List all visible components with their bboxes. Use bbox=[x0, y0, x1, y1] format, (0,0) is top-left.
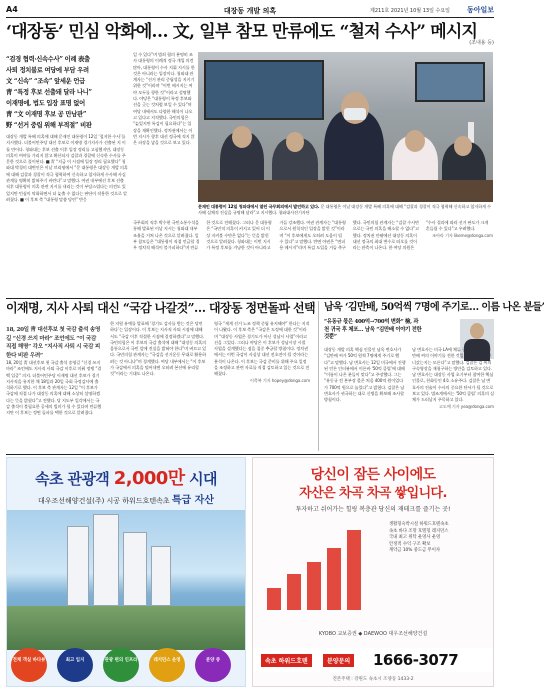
story-text: 남 변호사는 미국 LA에 체류 중이다. 그는 “김만배 씨의 이야기를 전한 것일 뿐 실제 돈이 건너갔는지는 모른다”고 말했다. 검찰은 김 씨의 구속영장을 재청구하는 방안을 검토하고 있다. 남 변호사는 대장동 사업 초기부터 참여한 핵심 인물로, 천화동인 4호 소유주다. 검찰은 남 변호사의 진술이 수사의 중요한 단서가 될 것으로 보고 있다. 법조계에서는 ‘50억 클럽’ 의혹의 실체가 드러날지 주목하고 있다. bbox=[412, 347, 494, 403]
brand-badge: 속초 하워드호텐 bbox=[261, 654, 312, 667]
reporter-credit: 이축복 기자 hopey@donga.com bbox=[249, 377, 310, 383]
ad-title bbox=[7, 464, 245, 490]
subhead-item: 사퇴 정치불로 여당에 부담 우려 bbox=[6, 67, 89, 74]
ad-subtitle-pre: 대우조선해양건설(주) 시공 하워드호텐속초 bbox=[38, 497, 170, 505]
ad-info-item: 국내 최고 위탁 운영사 운영 bbox=[389, 535, 441, 541]
face-mask bbox=[344, 108, 366, 120]
ad-bar bbox=[307, 562, 321, 610]
sponsor-logos: KYOBO 교보증권 ◆ DAEWOO 대우조선해양건설 bbox=[318, 631, 428, 637]
paper-logo: 동아일보 bbox=[466, 6, 494, 14]
story-text: 대장동 개발 의혹 핵심 인물인 남욱 변호사가 “김만배 씨가 50억 원씩 7명에게 주기로 했다”고 말했다. 남 변호사는 12일 미국에서 진행된 언론 인터뷰에서 이른바 ‘50억 클럽’에 대해 “이름이 나온 분들이 맞다”고 주장했다. 그는 “유동규 전 본부장 몫은 처음 400억 원이었다가 700억 원으로 늘었다”고 밝혔다. 검찰은 남 변호사가 귀국하는 대로 신병을 확보해 조사할 방침이다. bbox=[324, 347, 406, 403]
reporter-credit: 고도예 기자 yea@donga.com bbox=[438, 403, 494, 409]
ad-bar bbox=[347, 530, 361, 610]
ad-info-item: 안정적 수익 구조 확보 bbox=[389, 541, 431, 547]
hotel-tower bbox=[67, 526, 89, 606]
story-deck: “유동규 몫은 400억→700억 변화” 檢, 과천 귀국 후 체포… 남욱 “김만배 이야기 전한 것뿐” bbox=[324, 319, 422, 340]
headline-title: ‘대장동’ 민심 악화에… 文, 일부 참모 만류에도 “철저 수사” 메시지 bbox=[6, 22, 478, 42]
subhead-item: “검경 협력·신속수사” 이례 表출 bbox=[6, 56, 90, 63]
ad-title-post: 시대 bbox=[189, 470, 217, 488]
reporter-credit: 조아라 기자 likeme@donga.com bbox=[432, 232, 493, 238]
video-screen bbox=[415, 62, 485, 102]
ad-subtitle bbox=[7, 491, 245, 506]
person-head bbox=[405, 130, 425, 152]
hotel-investment-ad[interactable] bbox=[252, 457, 494, 687]
story-headline: 이재명, 지사 사퇴 대신 “국감 나갈것”… 대장동 정면돌파 선택 bbox=[6, 301, 316, 315]
section-title: 대장동 개발 의혹 bbox=[223, 7, 277, 15]
story-text: 한 지원 유예를 발표해 ‘경기도 감사를 받는 것은 당연하다’는 입장이다. 이 후보는 지사직 사퇴 시점에 대해서도 “국감 이후 적절한 시점에 결정하겠다”고 말했다. 국민의힘은 이 후보의 국감 출석에 대해 “대장동 의혹의 몸통으로서 국민 앞에 진실을 밝혀야 한다”며 벼르고 있다. 국민의힘 관계자는 “국감을 선거운동 무대로 활용하려는 것 아니냐”며 경계했다. 여당 내부에서는 “이 후보가 국감에서 의혹을 털어내면 오히려 본선에 유리할 것”이라는 기대도 나온다. bbox=[110, 321, 206, 377]
feature-bubble: 레지던스 운영 bbox=[149, 648, 185, 682]
column-divider bbox=[318, 301, 319, 451]
section-divider bbox=[6, 298, 494, 299]
story-column bbox=[324, 347, 406, 452]
ad-info-item: 계약금 10% 중도금 무이자 bbox=[389, 548, 441, 554]
main-headline bbox=[6, 21, 494, 51]
portrait-head bbox=[470, 323, 484, 339]
subhead-item: 靑 “특정 후보 선출돼 달라 나니” bbox=[6, 89, 92, 96]
page-number: A4 bbox=[6, 5, 18, 14]
hotel-tower bbox=[93, 514, 119, 606]
issue-date: 제211호 2021년 10월 13일 수요일 bbox=[370, 8, 450, 14]
story-lee-audit bbox=[6, 301, 316, 455]
ad-info-item: 생활형숙박시설 하워드호텐속초 bbox=[389, 522, 449, 527]
ad-bar bbox=[327, 548, 341, 610]
person-head bbox=[454, 136, 472, 156]
feature-bubble: 전체 객실 바다뷰 bbox=[11, 648, 47, 682]
story-headline: 남욱 ‘김만배, 50억씩 7명에 주기로… 이름 나온 분들’ bbox=[324, 302, 544, 313]
ad-info-list bbox=[389, 522, 485, 555]
ad-bar bbox=[267, 588, 281, 610]
story-column bbox=[110, 321, 206, 455]
story-text: 영국 “세계 선거 노조 정책 중립 유지해야” 한다는 지적이 나왔다. 이 후보 측은 “국감은 도정에 대한 것”이라며 “대장동 사업은 경기도가 아닌 성남시 사업”이라고 선을 그었다. 그러나 야당은 이 후보가 성남시장 시절 사업을 설계했다는 점을 집중 추궁할 방침이다. 정치권에서는 이번 국감이 사실상 대선 전초전이 될 것이라는 분석이 나온다. 이 후보는 국감 준비를 위해 주요 일정을 조정하고 관련 자료를 직접 검토하고 있는 것으로 전해졌다. bbox=[214, 321, 310, 377]
subhead-item: 靑 “文 이재명 후보 공 만남관” bbox=[6, 111, 87, 118]
ad-bar bbox=[287, 574, 301, 610]
ad-info-item: 속초 바다 조망 호텔형 레지던스 bbox=[389, 528, 449, 534]
phone-number[interactable]: 1666-3077 bbox=[373, 651, 459, 669]
story-column bbox=[6, 321, 102, 455]
lead-body-text: 대장동 개발 특혜 의혹에 대해 문재인 대통령이 12일 ‘철저한 수사’를 지시했다. 더불어민주당 대선 후보로 이재명 경기지사가 선출된 지 이틀 만이다. 청와대는 후보 선출 이후 입장 정리를 고심했지만, 대장동 의혹이 여야를 가리지 않고 확산되자 검찰과 경찰에 신속한 수사를 주문한 것으로 풀이된다. ■ 靑 “지금 이 시점에 입장 정리 필요했다” 청와대 박경미 대변인은 이날 브리핑에서 “문 대통령은 대장동 개발 의혹에 대해 검찰과 경찰이 적극 협력하여 신속하고 철저하게 수사해 사실관계를 명확히 밝혀주기 바란다”고 말했다. 여권 내부에선 후보 선출 직후 대통령이 의혹 관련 지시를 내리는 것이 부담스럽다는 의견도 있었지만 민심이 악화하면서 더 늦출 수 없다는 판단이 작용한 것으로 알려졌다. ■ 이 후보 측 “대통령 말씀 당연” 반응 bbox=[6, 134, 128, 202]
caption-body: 문 대통령은 이날 대장동 개발 특혜 의혹에 대해 “검찰과 경찰이 적극 협력해 신속하고 철저하게 수사해 실체적 진실을 규명해 달라”고 지시했다. 청와대사진기자단 bbox=[198, 204, 491, 215]
shoreline bbox=[7, 606, 245, 650]
ad-title-line1: 당신이 잠든 사이에도 bbox=[310, 467, 436, 483]
ad-title-pre: 속초 관광객 bbox=[35, 470, 110, 488]
phone-banner[interactable] bbox=[253, 648, 493, 672]
ad-title-number: 2,000만 bbox=[113, 468, 185, 489]
ad-divider bbox=[6, 454, 494, 455]
feature-bubbles bbox=[11, 648, 241, 682]
main-story-body bbox=[133, 220, 493, 295]
masthead bbox=[6, 4, 494, 18]
story-text: 18, 20일 靑 대선후보 첫 국감 출석 송영길 “신경 쓰지 마라” 조언에도 지사직 사퇴 국감 이후로 미뤄 정쟁 “결백 입증” 의지. 더불어민주당 이재명 대선 후보가 경기지사직을 유지한 채 18일과 20일 국회 국정감사에 출석하기로 했다. 이 후보 측 관계자는 12일 “이 후보가 국감에 직접 나가 대장동 의혹에 대해 소상히 설명하겠다는 뜻을 밝혔다”고 전했다. 당 지도부 일각에서는 국감 출석이 불필요한 공세의 빌미가 될 수 있다며 만류했지만 이 후보는 정면 돌파를 택한 것으로 알려졌다. bbox=[6, 360, 102, 416]
person-head bbox=[286, 132, 304, 152]
ad-graphic bbox=[263, 520, 383, 610]
video-screen bbox=[204, 60, 324, 120]
person-head bbox=[232, 126, 252, 148]
hotel-tower bbox=[151, 546, 171, 606]
photo-caption bbox=[198, 204, 493, 218]
ad-tagline: 투자하고 쉬어가는 힐링 복층관 당신의 재테크를 즐기는 곳! bbox=[295, 506, 451, 513]
headline-byline: (조내용 등) bbox=[469, 40, 494, 46]
subhead-item: 文 “신속” “조속” 앞세운 언급 bbox=[6, 78, 85, 85]
hotel-rendering bbox=[7, 510, 245, 650]
feature-bubble: 분양 중 bbox=[195, 648, 231, 682]
lead-column bbox=[6, 52, 128, 295]
ad-subtitle-bold: 특급 자산 bbox=[171, 495, 214, 506]
middle-text-column: 일 수 있다”며 범죄 혐의 분명히 조사 대통령의 이례적 정국 개입 의견 많아, 대통령이 수사 지휘 지시를 한 것은 아니라는 입장이다. 청와대 관계자는 “선거 관리 중립성을 지키기 위한 것”이라며 “이번 메시지는 여야 모두를 향한 것”이라고 설명했다. 야당은 “대통령이 특정 후보와 선을 긋는 것처럼 보일 수 있다”며 여당 내에서도 다양한 해석이 나오고 있다고 지적했다. 국민의힘은 “늦었지만 특검이 필요하다”는 입장을 재확인했다. 정치권에서는 이번 지시가 향후 대선 정국에 적지 않은 파장을 낳을 것으로 보고 있다. bbox=[133, 52, 195, 146]
ad-footer: 견본주택 : 강원도 속초시 조양동 1433-2 bbox=[332, 677, 414, 682]
inquiry-label: 분양문의 bbox=[323, 654, 354, 667]
subhead-item: 이재명에, 법도 입장 표명 없어 bbox=[6, 100, 85, 107]
sokcho-hotel-ad[interactable] bbox=[6, 457, 246, 687]
subhead-list bbox=[6, 54, 128, 131]
ad-title-line2: 자산은 차곡 차곡 쌓입니다. bbox=[299, 486, 447, 501]
feature-bubble: 최고 입지 bbox=[57, 648, 93, 682]
story-columns bbox=[6, 321, 313, 455]
main-story-text: 국무회의 직후 박수현 국민소통수석을 통해 발표된 이날 지시는 청와대 내부 조율을 거쳐 나온 것으로 알려졌다. 일부 참모들은 “대통령이 직접 언급할 경우 정치적 해석이 불가피하다”며 만류한 것으로 전해졌다. 그러나 문 대통령은 “국민적 의혹이 커지고 있어 더 이상 지켜볼 수만은 없다”는 뜻을 밝힌 것으로 알려졌다. 청와대는 이번 지시가 특정 후보를 겨냥한 것이 아니라고 거듭 강조했다. 여권 관계자는 “대통령으로서 원칙적인 입장을 밝힌 것”이라며 “이 후보에게도 오히려 도움이 될 수 있다”고 말했다. 반면 야권은 “면피용 메시지”라며 특검 도입을 거듭 촉구했다. 국민의힘 관계자는 “검찰 수사만으로는 국민 의혹을 해소할 수 없다”고 했다. 정치권 안팎에선 대장동 의혹이 대선 정국의 최대 변수로 떠오를 것이라는 관측이 나온다. 한 여당 의원은 “수사 결과에 따라 선거 판도가 크게 흔들릴 수 있다”고 우려했다. bbox=[133, 220, 489, 251]
meeting-desk bbox=[198, 180, 493, 202]
story-column bbox=[412, 347, 494, 452]
story-column bbox=[214, 321, 310, 455]
hotel-tower bbox=[123, 532, 147, 606]
caption-lead: 문재인 대통령이 12일 청와대에서 열린 국무회의에서 발언하고 있다. bbox=[198, 204, 320, 209]
story-deck: 18, 20일 靑 대선후보 첫 국감 출석 송영길 “신경 쓰지 마라” 조언에도 “이 국감 직접 해명” 각오 “지사직 사퇴 시 국감 피한다 비판 우려” bbox=[6, 327, 101, 359]
story-nam-interview bbox=[324, 301, 544, 455]
cabinet-meeting-photo bbox=[198, 52, 493, 202]
subhead-item: 野 “선거 중립 위해 부적절” 비판 bbox=[6, 122, 92, 129]
feature-bubble: 관광 편의 인프라 bbox=[103, 648, 139, 682]
